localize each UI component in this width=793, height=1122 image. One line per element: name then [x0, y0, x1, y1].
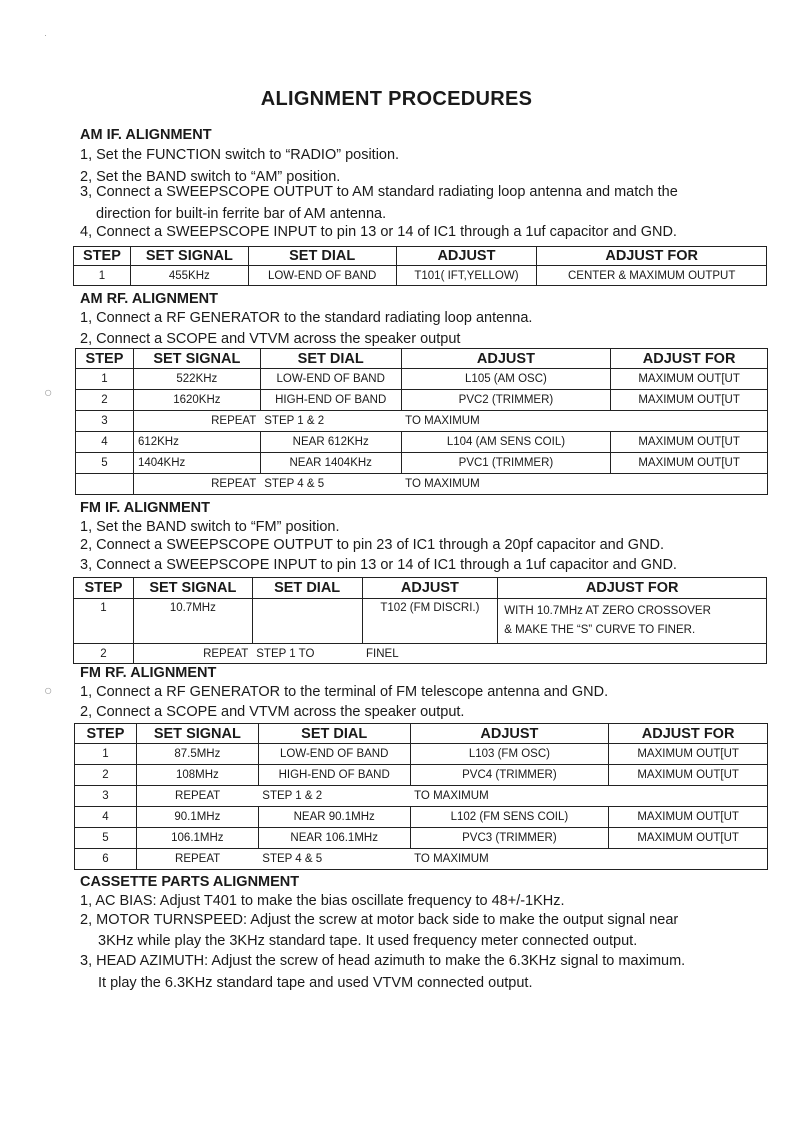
cell-line: & MAKE THE “S” CURVE TO FINER. — [504, 624, 696, 636]
instruction-line: 4, Connect a SWEEPSCOPE INPUT to pin 13 or 14 of IC1 through a 1uf capacitor and GND. — [80, 224, 677, 240]
table-cell — [498, 644, 767, 664]
table-cell: 522KHz — [133, 369, 260, 390]
table-header-row — [74, 578, 767, 599]
table-row — [76, 369, 768, 390]
table-cell: STEP 1 & 2 — [260, 411, 401, 432]
table-cell: 5 — [75, 828, 137, 849]
table-cell: TO MAXIMUM — [410, 786, 609, 807]
column-header: SET DIAL — [252, 578, 362, 599]
table-cell: MAXIMUM OUT[UT — [611, 390, 768, 411]
table-row — [75, 849, 768, 870]
table-cell: 6 — [75, 849, 137, 870]
column-header: ADJUST — [410, 724, 609, 744]
column-header: ADJUST — [362, 578, 498, 599]
table-row — [74, 644, 767, 664]
fm-rf-table — [74, 723, 768, 870]
table-cell: 4 — [75, 807, 137, 828]
table-cell: 87.5MHz — [136, 744, 258, 765]
hole-punch-mark: ○ — [44, 384, 53, 400]
section-heading-fm-if: FM IF. ALIGNMENT — [80, 500, 210, 516]
table-cell: 2 — [74, 644, 134, 664]
table-cell: HIGH-END OF BAND — [260, 390, 401, 411]
table-cell: REPEAT — [133, 411, 260, 432]
instruction-line: 1, Set the FUNCTION switch to “RADIO” position. — [80, 147, 400, 163]
table-cell: NEAR 1404KHz — [260, 453, 401, 474]
instruction-line: 3, HEAD AZIMUTH: Adjust the screw of head azimuth to make the 6.3KHz signal to maximum. — [80, 953, 686, 969]
instruction-line: It play the 6.3KHz standard tape and used VTVM connected output. — [98, 975, 533, 991]
column-header: STEP — [74, 578, 134, 599]
column-header: STEP — [74, 247, 131, 266]
column-header: SET DIAL — [258, 724, 410, 744]
table-cell: PVC1 (TRIMMER) — [401, 453, 611, 474]
table-cell: NEAR 612KHz — [260, 432, 401, 453]
table-cell: LOW-END OF BAND — [258, 744, 410, 765]
table-cell: MAXIMUM OUT[UT — [611, 432, 768, 453]
table-cell: MAXIMUM OUT[UT — [611, 453, 768, 474]
table-row — [74, 266, 767, 286]
table-cell: 1 — [74, 266, 131, 286]
table-row — [75, 828, 768, 849]
instruction-line: direction for built-in ferrite bar of AM antenna. — [96, 206, 387, 222]
table-cell: TO MAXIMUM — [401, 411, 611, 432]
table-cell: 455KHz — [130, 266, 248, 286]
table-cell: 4 — [76, 432, 134, 453]
column-header: ADJUST — [396, 247, 537, 266]
table-cell — [611, 411, 768, 432]
table-row — [76, 411, 768, 432]
table-row — [76, 453, 768, 474]
hole-punch-mark: ○ — [44, 682, 53, 698]
table-cell: STEP 4 & 5 — [260, 474, 401, 495]
table-cell — [611, 474, 768, 495]
scan-speck: · — [44, 30, 47, 40]
table-cell: 1404KHz — [133, 453, 260, 474]
instruction-line: 1, Connect a RF GENERATOR to the terminal of FM telescope antenna and GND. — [80, 684, 609, 700]
fm-if-table — [73, 577, 767, 664]
table-cell — [252, 599, 362, 644]
table-row — [76, 390, 768, 411]
table-row — [76, 432, 768, 453]
table-cell: HIGH-END OF BAND — [258, 765, 410, 786]
table-cell — [609, 849, 768, 870]
table-header-row — [75, 724, 768, 744]
column-header: ADJUST FOR — [498, 578, 767, 599]
table-cell: TO MAXIMUM — [401, 474, 611, 495]
table-cell: NEAR 106.1MHz — [258, 828, 410, 849]
table-cell: MAXIMUM OUT[UT — [609, 807, 768, 828]
table-cell: 3 — [76, 411, 134, 432]
table-cell: STEP 4 & 5 — [258, 849, 410, 870]
section-heading-fm-rf: FM RF. ALIGNMENT — [80, 665, 217, 681]
table-cell: 3 — [75, 786, 137, 807]
table-cell: STEP 1 TO — [252, 644, 362, 664]
table-cell: REPEAT — [133, 474, 260, 495]
table-cell: L104 (AM SENS COIL) — [401, 432, 611, 453]
table-cell: REPEAT — [136, 786, 258, 807]
instruction-line: 2, Connect a SWEEPSCOPE OUTPUT to pin 23 of IC1 through a 20pf capacitor and GND. — [80, 537, 665, 553]
column-header: ADJUST FOR — [537, 247, 767, 266]
table-cell: 2 — [75, 765, 137, 786]
table-header-row — [76, 349, 768, 369]
table-cell: TO MAXIMUM — [410, 849, 609, 870]
table-cell: STEP 1 & 2 — [258, 786, 410, 807]
table-cell: 612KHz — [133, 432, 260, 453]
column-header: SET SIGNAL — [136, 724, 258, 744]
section-heading-am-rf: AM RF. ALIGNMENT — [80, 291, 219, 307]
instruction-line: 2, Connect a SCOPE and VTVM across the speaker output. — [80, 704, 465, 720]
column-header: SET SIGNAL — [133, 349, 260, 369]
table-cell: CENTER & MAXIMUM OUTPUT — [537, 266, 767, 286]
column-header: SET DIAL — [260, 349, 401, 369]
instruction-line: 2, Connect a SCOPE and VTVM across the speaker output — [80, 331, 461, 347]
table-cell — [609, 786, 768, 807]
column-header: SET SIGNAL — [133, 578, 252, 599]
table-header-row — [74, 247, 767, 266]
table-row — [75, 786, 768, 807]
table-row — [75, 765, 768, 786]
table-cell: REPEAT — [133, 644, 252, 664]
table-cell: T101( IFT,YELLOW) — [396, 266, 537, 286]
table-cell: REPEAT — [136, 849, 258, 870]
table-cell: 1 — [74, 599, 134, 644]
table-cell: 5 — [76, 453, 134, 474]
section-heading-am-if: AM IF. ALIGNMENT — [80, 127, 212, 143]
table-cell: L102 (FM SENS COIL) — [410, 807, 609, 828]
table-cell: 1620KHz — [133, 390, 260, 411]
instruction-line: 2, MOTOR TURNSPEED: Adjust the screw at motor back side to make the output signal near — [80, 912, 679, 928]
am-if-table — [73, 246, 767, 286]
page-title: ALIGNMENT PROCEDURES — [260, 88, 533, 110]
table-row — [75, 807, 768, 828]
instruction-line: 3, Connect a SWEEPSCOPE INPUT to pin 13 or 14 of IC1 through a 1uf capacitor and GND. — [80, 557, 677, 573]
am-rf-table — [75, 348, 768, 495]
table-cell: FINEL — [362, 644, 498, 664]
table-cell: LOW-END OF BAND — [248, 266, 396, 286]
column-header: SET DIAL — [248, 247, 396, 266]
table-row — [76, 474, 768, 495]
table-cell: MAXIMUM OUT[UT — [609, 744, 768, 765]
table-row — [74, 599, 767, 644]
column-header: SET SIGNAL — [130, 247, 248, 266]
column-header: STEP — [76, 349, 134, 369]
instruction-line: 1, Connect a RF GENERATOR to the standard radiating loop antenna. — [80, 310, 533, 326]
table-cell: 1 — [75, 744, 137, 765]
table-row — [75, 744, 768, 765]
instruction-line: 3KHz while play the 3KHz standard tape. It used frequency meter connected output. — [98, 933, 638, 949]
cell-line: WITH 10.7MHz AT ZERO CROSSOVER — [504, 605, 711, 617]
table-cell: 90.1MHz — [136, 807, 258, 828]
table-cell: LOW-END OF BAND — [260, 369, 401, 390]
table-cell: 106.1MHz — [136, 828, 258, 849]
table-cell: L105 (AM OSC) — [401, 369, 611, 390]
table-cell: T102 (FM DISCRI.) — [362, 599, 498, 644]
instruction-line: 2, Set the BAND switch to “AM” position. — [80, 169, 341, 185]
column-header: ADJUST FOR — [611, 349, 768, 369]
table-cell: MAXIMUM OUT[UT — [609, 828, 768, 849]
section-heading-cassette: CASSETTE PARTS ALIGNMENT — [80, 874, 300, 890]
table-cell: 108MHz — [136, 765, 258, 786]
table-cell: 2 — [76, 390, 134, 411]
table-cell: NEAR 90.1MHz — [258, 807, 410, 828]
table-cell — [498, 599, 767, 644]
table-cell: MAXIMUM OUT[UT — [609, 765, 768, 786]
table-cell: 10.7MHz — [133, 599, 252, 644]
column-header: ADJUST — [401, 349, 611, 369]
column-header: STEP — [75, 724, 137, 744]
instruction-line: 1, AC BIAS: Adjust T401 to make the bias oscillate frequency to 48+/-1KHz. — [80, 893, 565, 909]
table-cell: L103 (FM OSC) — [410, 744, 609, 765]
table-cell — [76, 474, 134, 495]
table-cell: PVC3 (TRIMMER) — [410, 828, 609, 849]
column-header: ADJUST FOR — [609, 724, 768, 744]
table-cell: MAXIMUM OUT[UT — [611, 369, 768, 390]
table-cell: PVC4 (TRIMMER) — [410, 765, 609, 786]
instruction-line: 3, Connect a SWEEPSCOPE OUTPUT to AM standard radiating loop antenna and match the — [80, 184, 678, 200]
instruction-line: 1, Set the BAND switch to “FM” position. — [80, 519, 340, 535]
table-cell: 1 — [76, 369, 134, 390]
table-cell: PVC2 (TRIMMER) — [401, 390, 611, 411]
